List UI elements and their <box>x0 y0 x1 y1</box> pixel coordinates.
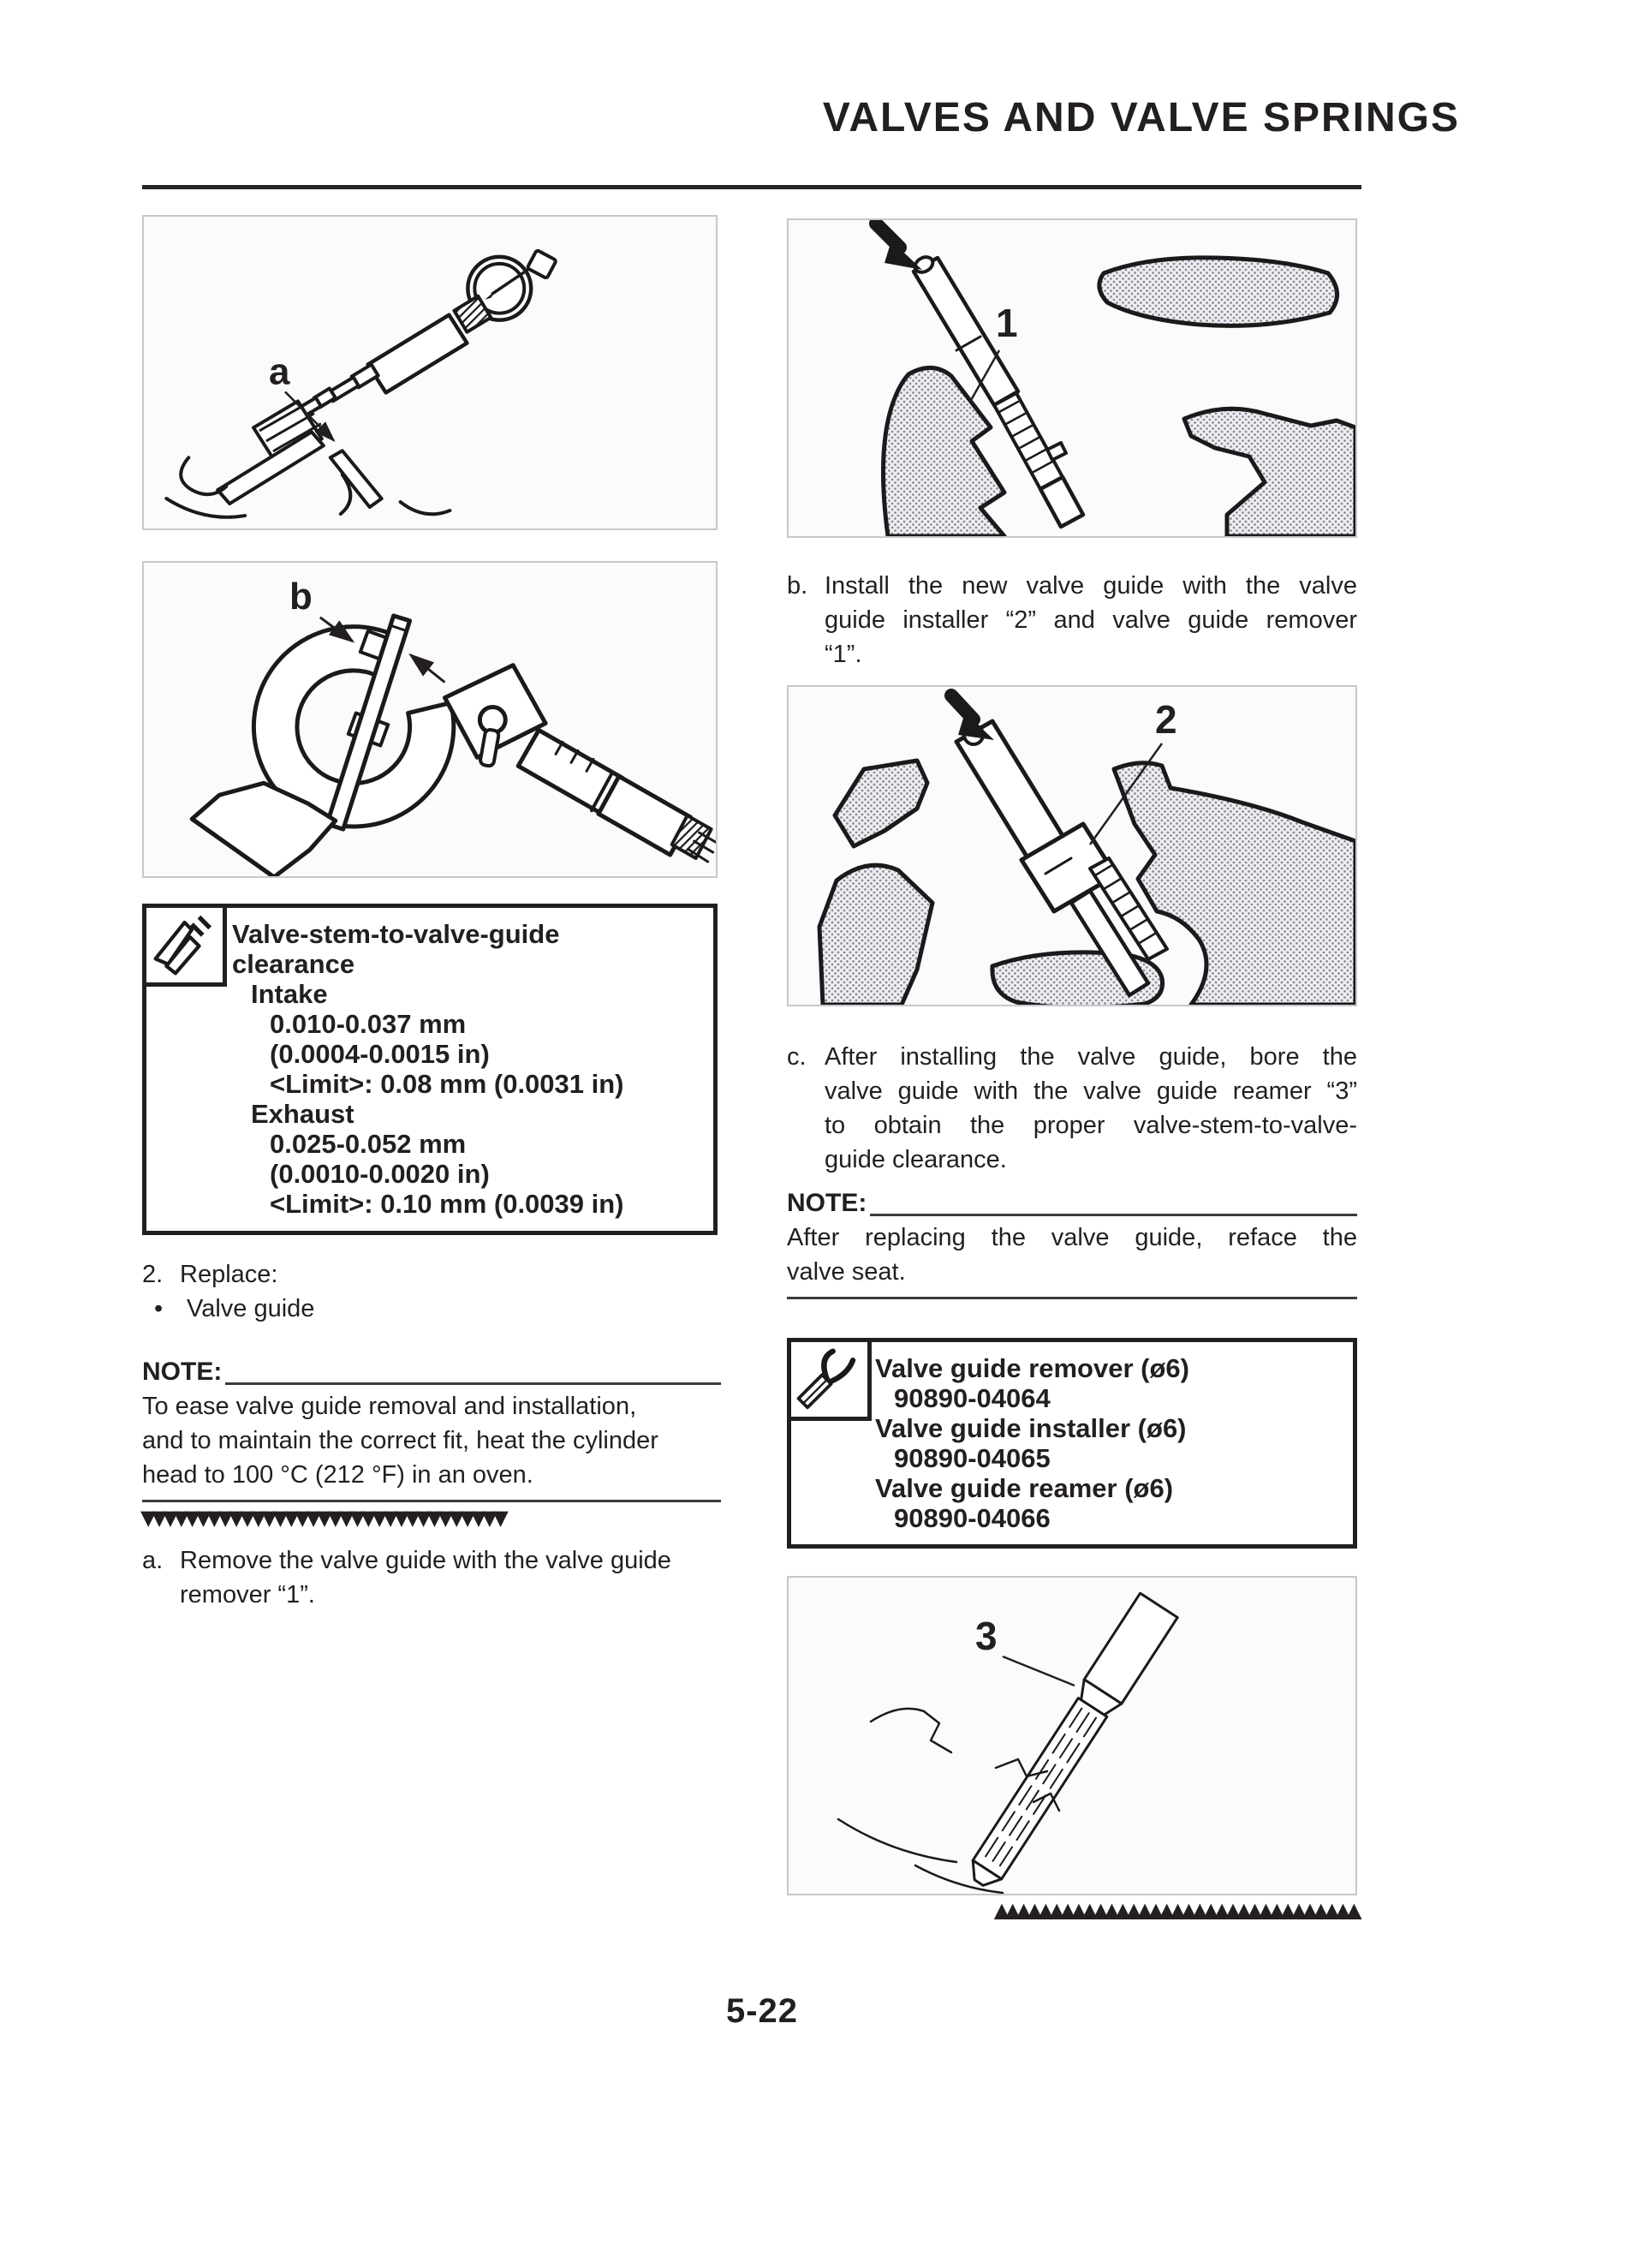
tool-line: 90890-04066 <box>894 1503 1051 1533</box>
note-underline <box>870 1214 1357 1216</box>
step-letter: a. <box>142 1547 164 1574</box>
note-left <box>142 1355 721 1502</box>
valve-guide-installer-illustration <box>789 687 1355 1005</box>
bullet: • <box>154 1295 164 1322</box>
note-line: valve seat. <box>787 1258 906 1286</box>
clearance-spec-box <box>142 904 718 1235</box>
special-tool-icon <box>791 1342 872 1421</box>
step-b <box>787 569 1357 671</box>
callout-2: 2 <box>1155 697 1177 742</box>
valve-guide-remover-illustration <box>789 220 1355 536</box>
spec-line: 0.010-0.037 mm <box>270 1009 467 1039</box>
micrometer-spindle <box>444 665 715 862</box>
procedure-start-markers: ▼▼▼▼▼▼▼▼▼▼▼▼▼▼▼▼▼▼▼▼▼▼▼▼▼▼▼▼▼▼▼▼▼ <box>140 1506 504 1530</box>
callout-1: 1 <box>996 301 1018 345</box>
note-closing-rule <box>142 1500 721 1502</box>
step-line: remover “1”. <box>180 1581 315 1608</box>
callout-3-leader <box>1003 1656 1075 1686</box>
step-line: guide installer “2” and valve guide remover <box>825 606 1357 634</box>
note-line: To ease valve guide removal and installation, <box>142 1393 637 1420</box>
figure-micrometer <box>142 561 718 878</box>
micrometer-illustration <box>144 563 716 876</box>
tool-line: 90890-04064 <box>894 1383 1051 1413</box>
step-a <box>142 1543 721 1612</box>
spec-line: 0.025-0.052 mm <box>270 1129 467 1159</box>
valve-guide-cluster <box>217 401 381 507</box>
callout-3: 3 <box>975 1614 998 1658</box>
spec-line: Intake <box>251 979 328 1009</box>
note-right <box>787 1186 1357 1299</box>
note-closing-rule <box>787 1297 1357 1299</box>
step-number: 2. <box>142 1261 164 1288</box>
callout-a: a <box>269 350 290 393</box>
step-c <box>787 1040 1357 1177</box>
step-line: guide clearance. <box>825 1146 1007 1173</box>
figure-valve-guide-reamer <box>787 1576 1357 1895</box>
tool-line: Valve guide reamer (ø6) <box>875 1473 1174 1503</box>
caliper-icon <box>146 908 227 987</box>
dial-bore-gauge-illustration <box>144 217 716 528</box>
step-letter: c. <box>787 1043 807 1071</box>
note-label: NOTE: <box>787 1189 867 1217</box>
spec-line: <Limit>: 0.10 mm (0.0039 in) <box>270 1189 624 1219</box>
spec-line: (0.0004-0.0015 in) <box>270 1039 490 1069</box>
step-letter: b. <box>787 572 808 600</box>
page-title: VALVES AND VALVE SPRINGS <box>822 95 1460 140</box>
step-line: valve guide with the valve guide reamer “3” <box>825 1077 1357 1105</box>
tool-line: 90890-04065 <box>894 1443 1051 1473</box>
spec-line: Valve-stem-to-valve-guide <box>232 919 560 949</box>
procedure-end-markers: ▲▲▲▲▲▲▲▲▲▲▲▲▲▲▲▲▲▲▲▲▲▲▲▲▲▲▲▲▲▲▲▲▲ <box>993 1898 1357 1922</box>
note-line: After replacing the valve guide, reface the <box>787 1224 1357 1251</box>
step-line: Remove the valve guide with the valve guide <box>180 1547 671 1574</box>
note-label: NOTE: <box>142 1358 223 1386</box>
step-line: After installing the valve guide, bore the <box>825 1043 1357 1071</box>
step-line: to obtain the proper valve-stem-to-valve- <box>825 1112 1357 1139</box>
figure-valve-guide-installer <box>787 685 1357 1006</box>
header-rule <box>142 185 1361 189</box>
spec-line: clearance <box>232 949 355 979</box>
note-line: and to maintain the correct fit, heat the cylinder <box>142 1427 658 1454</box>
figure-dial-bore-gauge <box>142 215 718 530</box>
tool-spec-text <box>875 1353 1189 1533</box>
spec-line: Exhaust <box>251 1099 354 1129</box>
note-underline <box>225 1382 721 1385</box>
gauge-shaft <box>293 296 491 421</box>
figure-valve-guide-remover <box>787 218 1357 538</box>
valve-guide-reamer-illustration <box>789 1578 1355 1894</box>
spec-line: <Limit>: 0.08 mm (0.0031 in) <box>270 1069 624 1099</box>
clearance-spec-text <box>232 919 624 1219</box>
tool-spec-box <box>787 1338 1357 1549</box>
page-number: 5-22 <box>725 1992 799 2030</box>
tool-line: Valve guide remover (ø6) <box>875 1353 1189 1383</box>
cylinder-head-sketch <box>166 457 450 517</box>
bullet-item: Valve guide <box>187 1295 315 1322</box>
callout-b: b <box>289 575 313 618</box>
note-line: head to 100 °C (212 °F) in an oven. <box>142 1461 533 1489</box>
tool-line: Valve guide installer (ø6) <box>875 1413 1187 1443</box>
step-action: Replace: <box>180 1261 278 1288</box>
step-line: Install the new valve guide with the valve <box>825 572 1357 600</box>
spec-line: (0.0010-0.0020 in) <box>270 1159 490 1189</box>
step-2-replace <box>142 1257 721 1326</box>
step-line: “1”. <box>825 641 862 668</box>
callout-b-leader-2 <box>411 655 445 683</box>
